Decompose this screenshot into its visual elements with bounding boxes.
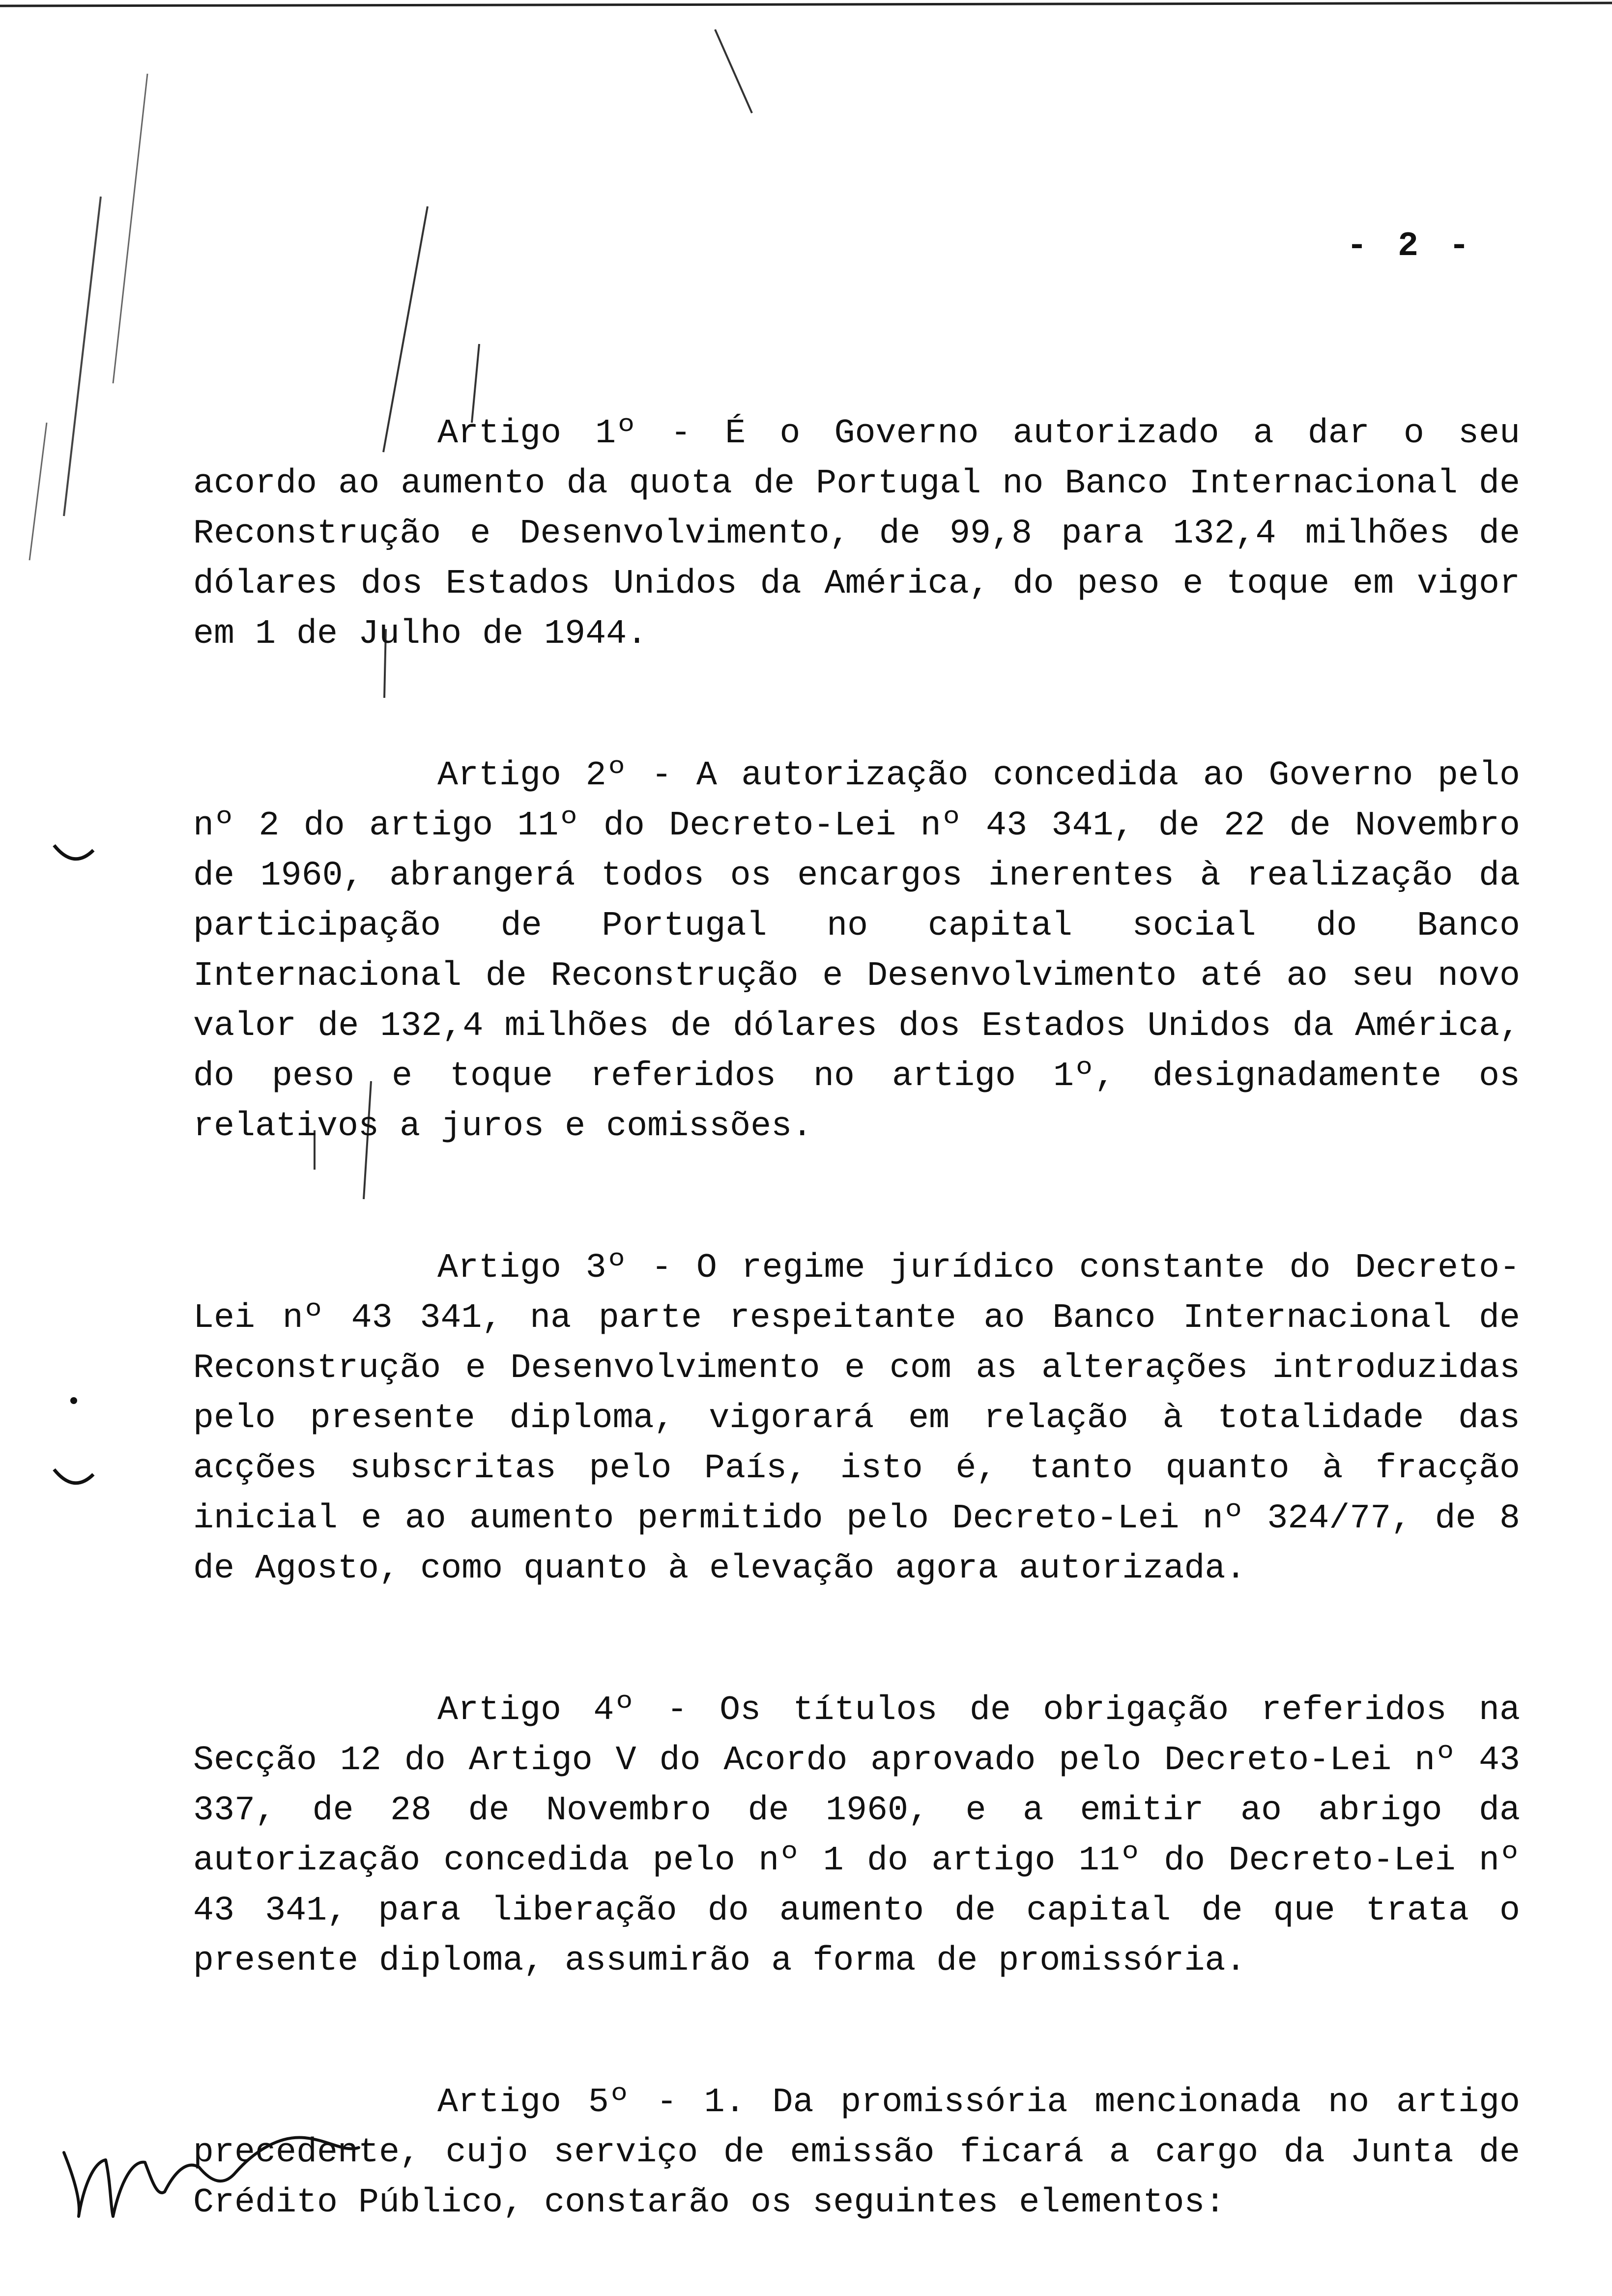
document-body (193, 409, 1520, 2296)
article-text: - A autorização concedida ao Governo pelo nº 2 do artigo 11º do Decreto-Lei nº 43 341, de 22 de Novembro de 1960, abrangerá todos os encargos inerentes à realização da participação de Portugal no capital social do Banco Internacional de Reconstrução e Desenvolvimento até ao seu novo valor de 132,4 milhões de dólares dos Estados Unidos da América, do peso e toque referidos no artigo 1º, designadamente os relativos a juros e comissões. (193, 756, 1521, 1146)
article-heading: Artigo 2º (437, 756, 627, 795)
article-3 (193, 1243, 1520, 1594)
scan-top-edge (0, 3, 1612, 6)
article-text: - 1. Da promissória mencionada no artigo precedente, cujo serviço de emissão ficará a cargo da Junta de Crédito Público, constarão os seguintes elementos: (193, 2083, 1521, 2222)
article-heading: Artigo 4º (437, 1691, 635, 1730)
article-text: - O regime jurídico constante do Decreto-Lei nº 43 341, na parte respeitante ao Banco Internacional de Reconstrução e Desenvolvimento e com as alterações introduzidas pelo presente diploma, vigorará em relação à totalidade das acções subscritas pelo País, isto é, tanto quanto à fracção inicial e ao aumento permitido pelo Decreto-Lei nº 324/77, de 8 de Agosto, como quanto à elevação agora autorizada. (193, 1249, 1521, 1588)
scan-stray-line (715, 29, 752, 113)
article-4 (193, 1686, 1520, 1986)
article-2 (193, 751, 1520, 1152)
scan-stray-line (113, 74, 147, 383)
margin-dot-mark (70, 1397, 77, 1404)
article-heading: Artigo 5º (437, 2083, 630, 2122)
page-number: - 2 - (1347, 227, 1475, 266)
article-text: - É o Governo autorizado a dar o seu acordo ao aumento da quota de Portugal no Banco Internacional de Reconstrução e Desenvolvimento, de 99,8 para 132,4 milhões de dólares dos Estados Unidos da América, do peso e toque em vigor em 1 de Julho de 1944. (193, 414, 1520, 654)
margin-bracket-mark (54, 845, 93, 859)
article-5 (193, 2078, 1520, 2228)
article-heading: Artigo 3º (437, 1249, 627, 1288)
article-heading: Artigo 1º (437, 414, 637, 453)
margin-bracket-mark (54, 1469, 93, 1483)
scan-stray-line (29, 423, 47, 560)
article-text: - Os títulos de obrigação referidos na Secção 12 do Artigo V do Acordo aprovado pelo Decreto-Lei nº 43 337, de 28 de Novembro de 1960, e a emitir ao abrigo da autorização concedida pelo nº 1 do artigo 11º do Decreto-Lei nº 43 341, para liberação do aumento de capital de que trata o presente diploma, assumirão a forma de promissória. (193, 1691, 1520, 1980)
scan-stray-line (64, 197, 101, 516)
article-1 (193, 409, 1520, 660)
